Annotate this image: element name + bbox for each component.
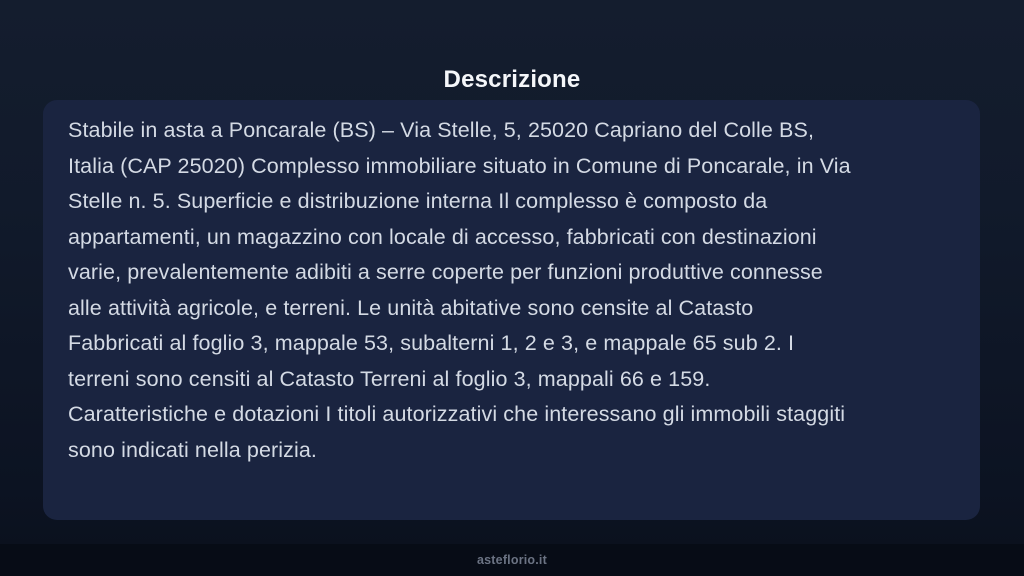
description-line: terreni sono censiti al Catasto Terreni al foglio 3, mappali 66 e 159. (68, 366, 711, 391)
description-line: Caratteristiche e dotazioni I titoli autorizzativi che interessano gli immobili staggiti (68, 402, 846, 426)
description-line: sono indicati nella perizia. (68, 437, 317, 462)
description-line: Fabbricati al foglio 3, mappale 53, subalterni 1, 2 e 3, e mappale 65 sub 2. I (68, 331, 795, 355)
description-line: appartamenti, un magazzino con locale di accesso, fabbricati con destinazioni (68, 224, 817, 249)
description-line: alle attività agricole, e terreni. Le unità abitative sono censite al Catasto (68, 295, 754, 320)
description-line: Italia (CAP 25020) Complesso immobiliare situato in Comune di Poncarale, in Via (68, 153, 851, 178)
footer-bar (0, 544, 1024, 576)
description-line: varie, prevalentemente adibiti a serre coperte per funzioni produttive connesse (68, 260, 823, 284)
description-card (43, 100, 980, 520)
footer-site-label: asteflorio.it (477, 553, 547, 567)
description-line: Stelle n. 5. Superficie e distribuzione interna Il complesso è composto da (68, 189, 768, 213)
description-line: Stabile in asta a Poncarale (BS) – Via Stelle, 5, 25020 Capriano del Colle BS, (68, 118, 815, 142)
page-title: Descrizione (443, 66, 581, 94)
